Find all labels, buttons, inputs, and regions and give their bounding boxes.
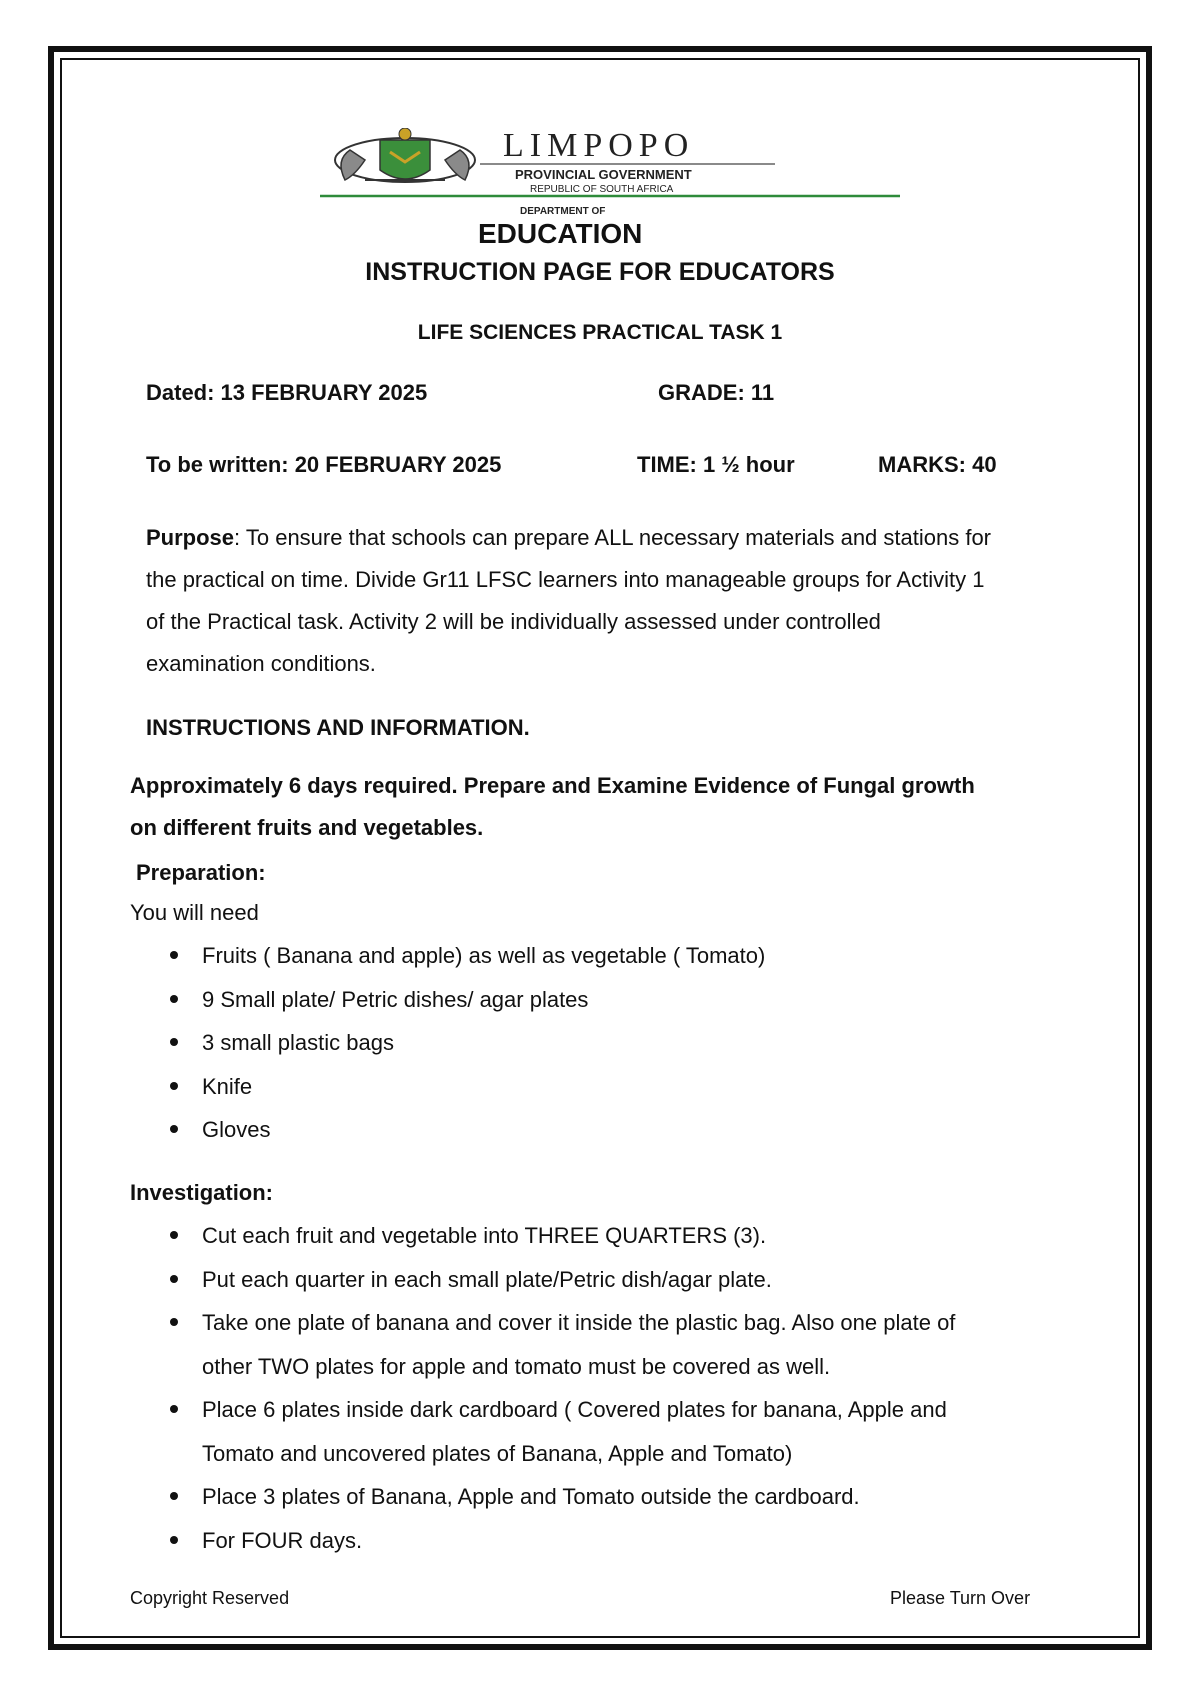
- logo-line2: REPUBLIC OF SOUTH AFRICA: [530, 184, 674, 195]
- footer-copyright: Copyright Reserved: [130, 1588, 290, 1608]
- list-item: Cut each fruit and vegetable into THREE QUARTERS (3).: [130, 1214, 1090, 1258]
- purpose-paragraph: Purpose: To ensure that schools can prepare ALL necessary materials and stations for the practical on time. Divide Gr11 LFSC learners into manageable groups for Activity 1 of the Practical task. Activity 2 will be individually assessed under controlled examination conditions.: [146, 525, 992, 676]
- approx-paragraph: Approximately 6 days required. Prepare and Examine Evidence of Fungal growth on different fruits and vegetables.: [130, 773, 975, 840]
- purpose-label: Purpose: [146, 525, 235, 550]
- investigation-list: [130, 1214, 1090, 1562]
- list-item: Put each quarter in each small plate/Petric dish/agar plate.: [130, 1258, 1090, 1302]
- footer-turn-over: Please Turn Over: [890, 1588, 1031, 1608]
- logo-line1: PROVINCIAL GOVERNMENT: [515, 167, 692, 182]
- list-item: For FOUR days.: [130, 1519, 1090, 1563]
- list-item: 3 small plastic bags: [130, 1021, 1090, 1065]
- list-item: Knife: [130, 1065, 1090, 1109]
- investigation-heading: Investigation:: [130, 1180, 274, 1205]
- list-item: Place 6 plates inside dark cardboard ( Covered plates for banana, Apple and Tomato and uncovered plates of Banana, Apple and Tomato): [130, 1388, 1090, 1475]
- dept-name: EDUCATION: [478, 218, 643, 246]
- page-title: INSTRUCTION PAGE FOR EDUCATORS: [365, 258, 835, 286]
- limpopo-logo: [320, 128, 900, 246]
- time-label: TIME: 1 ½ hour: [637, 452, 795, 477]
- dept-of: DEPARTMENT OF: [520, 206, 606, 217]
- grade-label: GRADE: 11: [658, 380, 775, 405]
- preparation-heading: Preparation:: [136, 860, 266, 885]
- list-item: Gloves: [130, 1108, 1090, 1152]
- instructions-heading: INSTRUCTIONS AND INFORMATION.: [146, 715, 530, 740]
- preparation-intro: You will need: [130, 900, 259, 925]
- dated-label: Dated: 13 FEBRUARY 2025: [146, 380, 428, 405]
- list-item: Place 3 plates of Banana, Apple and Tomato outside the cardboard.: [130, 1475, 1090, 1519]
- page-subtitle: LIFE SCIENCES PRACTICAL TASK 1: [417, 321, 783, 344]
- logo-title: LIMPOPO: [503, 128, 695, 164]
- list-item: 9 Small plate/ Petric dishes/ agar plates: [130, 978, 1090, 1022]
- marks-label: MARKS: 40: [878, 452, 997, 477]
- written-label: To be written: 20 FEBRUARY 2025: [146, 452, 502, 477]
- materials-list: [130, 934, 1090, 1152]
- list-item: Fruits ( Banana and apple) as well as vegetable ( Tomato): [130, 934, 1090, 978]
- list-item: Take one plate of banana and cover it inside the plastic bag. Also one plate of other TWO plates for apple and tomato must be covered as well.: [130, 1301, 1090, 1388]
- coat-of-arms-icon: [335, 128, 475, 182]
